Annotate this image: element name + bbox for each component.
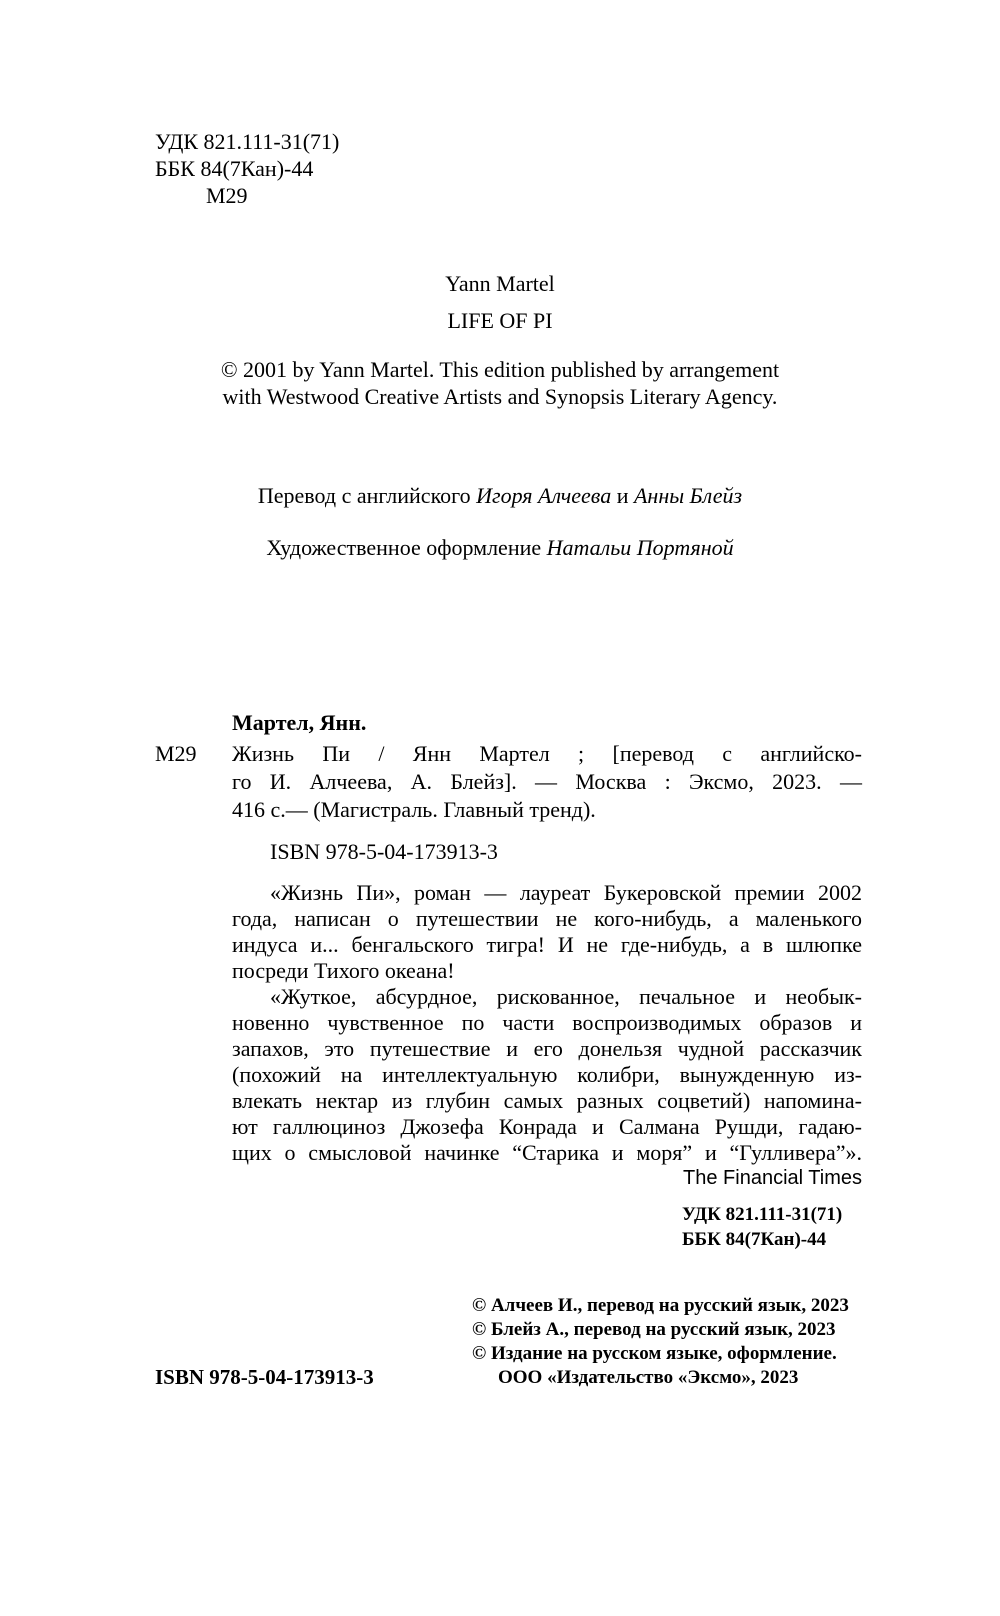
translator-1: Игоря Алчеева <box>476 483 612 508</box>
annotation-p2-line-5: влекать нектар из глубин самых разных соцветий) напомина- <box>232 1088 862 1113</box>
translation-credit <box>0 482 1000 509</box>
annotation-p2-line-1: «Жуткое, абсурдное, рискованное, печальное и необык- <box>270 984 862 1009</box>
translation-conjunction: и <box>616 483 629 508</box>
design-credit <box>0 534 1000 561</box>
annotation-p2-line-2: новенно чувственное по части воспроизводимых образов и <box>232 1010 862 1035</box>
bbk-code-top: ББК 84(7Кан)-44 <box>155 156 314 181</box>
original-title: LIFE OF PI <box>447 308 553 333</box>
annotation-source: The Financial Times <box>683 1167 862 1189</box>
translation-prefix: Перевод с английского <box>257 483 471 508</box>
design-prefix: Художественное оформление <box>266 535 542 560</box>
catalog-heading: Мартел, Янн. <box>232 710 367 735</box>
catalog-cutter: М29 <box>155 741 197 766</box>
copyright-english-line-1: © 2001 by Yann Martel. This edition published by arrangement <box>220 357 780 382</box>
copyright-ru-line-2: © Блейз А., перевод на русский язык, 2023 <box>472 1319 836 1340</box>
annotation-p2-line-4: (похожий на интеллектуальную колибри, вынужденную из- <box>232 1062 862 1087</box>
udk-code-bottom: УДК 821.111-31(71) <box>682 1204 843 1225</box>
annotation-p2-line-6: ют галлюциноз Джозефа Конрада и Салмана Рушди, гадаю- <box>232 1114 862 1139</box>
isbn-bottom: ISBN 978-5-04-173913-3 <box>155 1365 374 1389</box>
annotation-p1-line-4: посреди Тихого океана! <box>232 958 455 983</box>
bbk-code-bottom: ББК 84(7Кан)-44 <box>682 1229 827 1250</box>
copyright-ru-line-4: ООО «Издательство «Эксмо», 2023 <box>498 1367 799 1388</box>
copyright-ru-line-3: © Издание на русском языке, оформление. <box>472 1343 837 1364</box>
original-author: Yann Martel <box>445 271 555 296</box>
catalog-line-2: го И. Алчеева, А. Блейз]. — Москва : Эксмо, 2023. — <box>232 769 862 794</box>
catalog-isbn: ISBN 978-5-04-173913-3 <box>270 839 498 864</box>
catalog-line-1: Жизнь Пи / Янн Мартел ; [перевод с английско- <box>232 741 862 766</box>
translator-2: Анны Блейз <box>633 483 743 508</box>
annotation-p1-line-3: индуса и... бенгальского тигра! И не где-нибудь, а в шлюпке <box>232 932 862 957</box>
catalog-line-3: 416 с.— (Магистраль. Главный тренд). <box>232 797 596 822</box>
annotation-p1-line-1: «Жизнь Пи», роман — лауреат Букеровской премии 2002 <box>270 880 862 905</box>
udk-code-top: УДК 821.111-31(71) <box>155 129 340 154</box>
annotation-p1-line-2: года, написан о путешествии не кого-нибудь, а маленького <box>232 906 862 931</box>
copyright-ru-line-1: © Алчеев И., перевод на русский язык, 2023 <box>472 1295 849 1316</box>
annotation-p2-line-3: запахов, это путешествие и его донельзя чудной рассказчик <box>232 1036 862 1061</box>
cutter-code-top: М29 <box>206 183 248 208</box>
annotation-p2-line-7: щих о смысловой начинке “Старика и моря” и “Гулливера”». <box>232 1140 862 1165</box>
copyright-english-line-2: with Westwood Creative Artists and Synopsis Literary Agency. <box>222 384 778 409</box>
designer-name: Натальи Портяной <box>546 535 734 560</box>
